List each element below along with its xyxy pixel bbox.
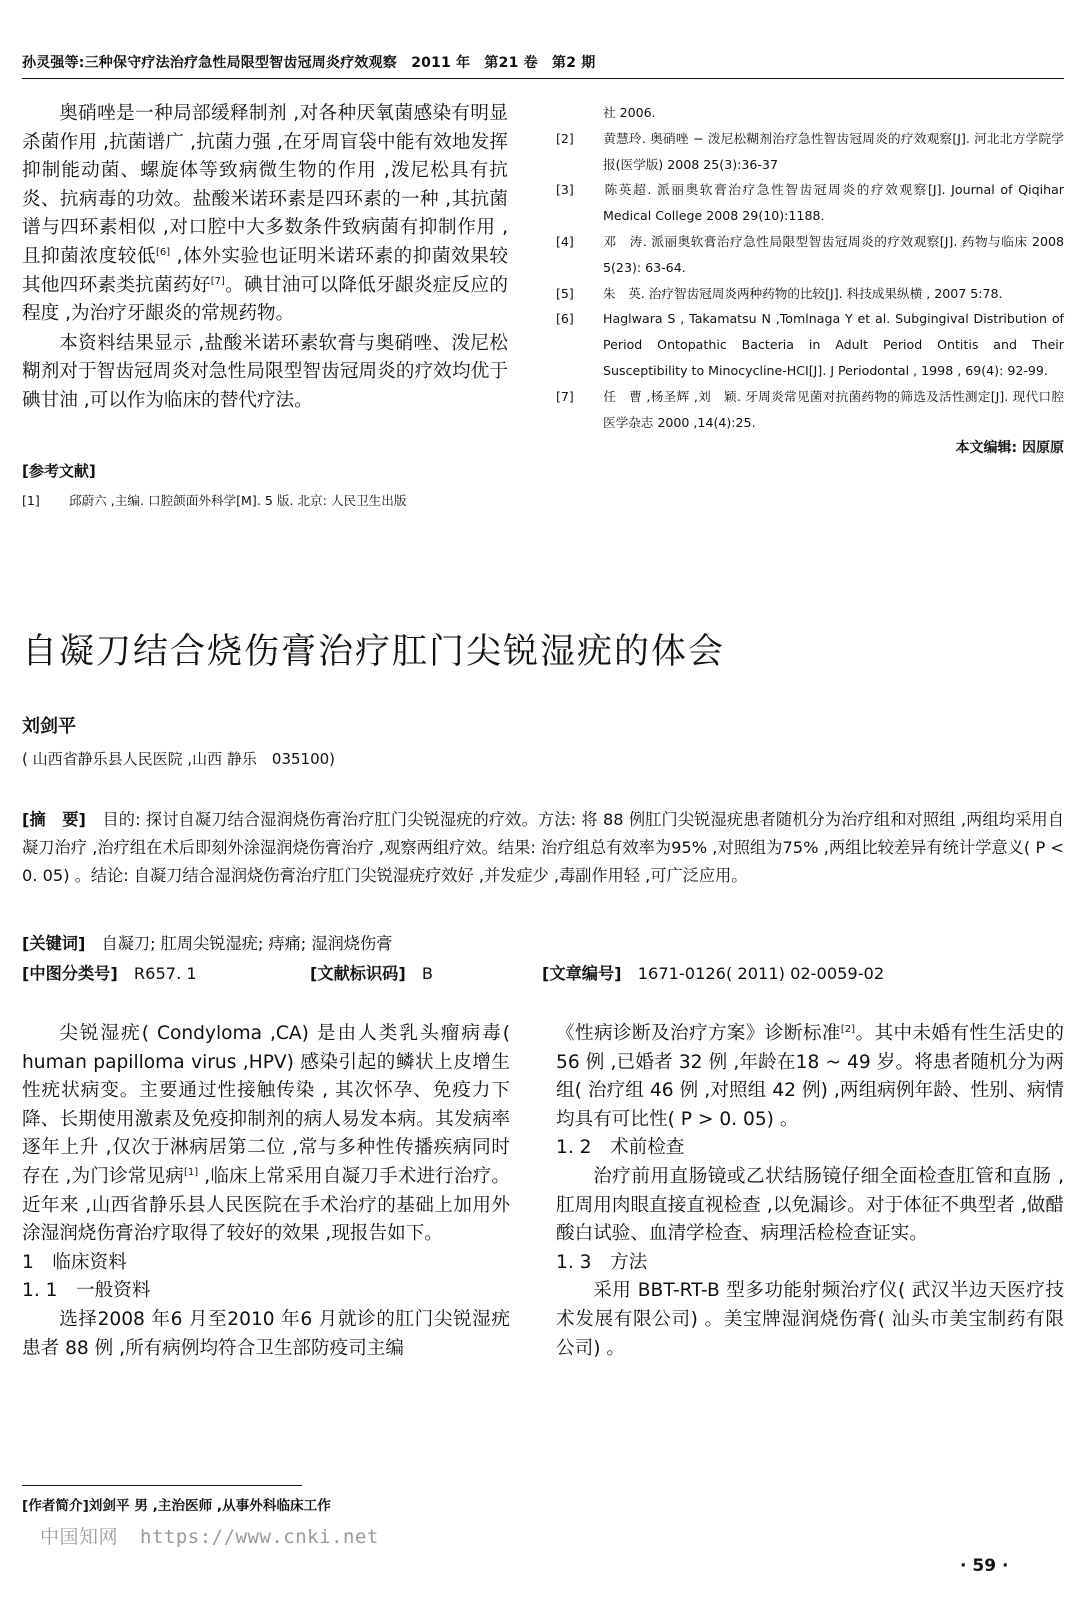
section-heading-1-1: 1. 1 一般资料 [22,1280,151,1302]
article-number [542,960,884,984]
prev-paragraph-1-part-b: ,体外实验也证明米诺环素的抑菌效果较其他四环素类抗菌药好 [22,245,508,296]
reference-text: 陈英超. 派丽奥软膏治疗急性智齿冠周炎的疗效观察[J]. Journal of Qiqihar Medical College 2008 29(10):1188. [603,182,1064,224]
references-heading: [参考文献] [22,461,96,480]
reference-text: 任 曹 ,杨圣辉 ,刘 颖. 牙周炎常见菌对抗菌药物的筛选及活性测定[J]. 现代口腔医学杂志 2000 ,14(4):25. [603,388,1064,430]
preop-exam-paragraph: 治疗前用直肠镜或乙状结肠镜仔细全面检查肛管和直肠 ,肛周用肉眼直接直视检查 ,以免漏诊。对于体征不典型者 ,做醋酸白试验、血清学检查、病理活检检查证实。 [556,1165,1064,1245]
prev-paragraph-1-part-a: 奥硝唑是一种局部缓释制剂 ,对各种厌氧菌感染有明显杀菌作用 ,抗菌谱广 ,抗菌力强 ,在牙周盲袋中能有效地发挥抑制能动菌、螺旋体等致病微生物的作用 ,泼尼松具有抗炎、抗病毒的功效。盐酸米诺环素是四环素的一种 ,其抗菌谱与四环素相似 ,对口腔中大多数条件致病菌有抑制作用 ,且抑菌浓度较低 [22,103,508,267]
reference-item [22,488,508,514]
author-affiliation: ( 山西省静乐县人民医院 ,山西 静乐 035100) [22,750,336,768]
reference-text: 黄慧玲. 奥硝唑 − 泼尼松糊剂治疗急性智齿冠周炎的疗效观察[J]. 河北北方学院学报(医学版) 2008 25(3):36-37 [603,130,1064,172]
article-title: 自凝刀结合烧伤膏治疗肛门尖锐湿疣的体会 [22,632,726,672]
prev-article-right-column [556,100,1064,457]
article-number-label: [文章编号] [542,964,622,983]
reference-text: 邓 涛. 派丽奥软膏治疗急性局限型智齿冠周炎的疗效观察[J]. 药物与临床 2008 5(23): 63-64. [603,233,1064,275]
reference-number: [1] [22,492,40,508]
clc-number [22,960,197,984]
clc-label: [中图分类号] [22,964,118,983]
general-data-continuation [556,1020,1064,1134]
header-rule [22,78,1064,79]
citation-6[interactable]: [6] [156,246,171,258]
prev-article-left-column [22,100,508,513]
reference-number: [4] [556,233,574,249]
reference-text: Haglwara S , Takamatsu N ,Tomlnaga Y et al. Subgingival Distribution of Period Ontopathic Bacteria in Adult Period Ontitis and Their Susceptibility to Minocycline-HCI[J]. J Periodontal , 1998 , 69(4): 92-99. [603,311,1064,378]
prev-paragraph-1 [22,100,508,329]
citation-2[interactable]: [2] [840,1023,856,1035]
intro-paragraph [22,1020,510,1249]
document-code [310,960,433,984]
reference-number: [3] [556,182,574,198]
article-left-column [22,1020,510,1363]
article-right-column [556,1020,1064,1363]
reference-number: [2] [556,130,574,146]
reference-item [556,126,1064,178]
citation-1[interactable]: [1] [184,1166,199,1178]
keywords [22,930,392,954]
general-data-paragraph: 选择2008 年6 月至2010 年6 月就诊的肛门尖锐湿疣患者 88 例 ,所有病例均符合卫生部防疫司主编 [22,1308,510,1359]
citation-7[interactable]: [7] [210,275,225,287]
reference-item [556,229,1064,281]
reference-item [556,177,1064,229]
watermark-site: 中国知网 [40,1526,119,1548]
document-code-value: B [421,964,434,983]
reference-item [556,384,1064,436]
reference-text: 邱蔚六 ,主编. 口腔颌面外科学[M]. 5 版. 北京: 人民卫生出版 [69,492,407,508]
running-header: 孙灵强等:三种保守疗法治疗急性局限型智齿冠周炎疗效观察 2011 年 第21 卷 第2 期 [22,55,596,71]
methods-paragraph: 采用 BBT-RT-B 型多功能射频治疗仪( 武汉半边天医疗技术发展有限公司) 。美宝牌湿润烧伤膏( 汕头市美宝制药有限公司) 。 [556,1280,1064,1359]
prev-paragraph-2: 本资料结果显示 ,盐酸米诺环素软膏与奥硝唑、泼尼松糊剂对于智齿冠周炎对急性局限型智齿冠周炎的疗效均优于碘甘油 ,可以作为临床的替代疗法。 [22,332,508,411]
reference-item [556,281,1064,307]
reference-number: [6] [556,311,574,327]
intro-part-b: ,临床上常采用自凝刀手术进行治疗。近年来 ,山西省静乐县人民医院在手术治疗的基础上加用外涂湿润烧伤膏治疗取得了较好的效果 ,现报告如下。 [22,1165,510,1245]
section-heading-1: 1 临床资料 [22,1251,127,1273]
page-number: · 59 · [960,1556,1009,1576]
abstract [22,806,1064,890]
author-footnote: [作者简介]刘剑平 男 ,主治医师 ,从事外科临床工作 [22,1498,331,1514]
reference-item [556,306,1064,383]
section-heading-1-3: 1. 3 方法 [556,1251,648,1273]
article-number-value: 1671-0126( 2011) 02-0059-02 [637,964,885,983]
abstract-text: 目的: 探讨自凝刀结合湿润烧伤膏治疗肛门尖锐湿疣的疗效。方法: 将 88 例肛门尖锐湿疣患者随机分为治疗组和对照组 ,两组均采用自凝刀治疗 ,治疗组在术后即刻外涂湿润烧伤膏治疗 ,观察两组疗效。结果: 治疗组总有效率为95% ,对照组为75% ,两组比较差异有统计学意义( P < 0. 05) 。结论: 自凝刀结合湿润烧伤膏治疗肛门尖锐湿疣疗效好 ,并发症少 ,毒副作用轻 ,可广泛应用。 [22,810,1065,885]
author-name: 刘剑平 [22,716,76,737]
intro-part-a: 尖锐湿疣( Condyloma ,CA) 是由人类乳头瘤病毒( human papilloma virus ,HPV) 感染引起的鳞状上皮增生性疣状病变。主要通过性接触传染 , 其次怀孕、免疫力下降、长期使用激素及免疫抑制剂的病人易发本病。其发病率逐年上升 ,仅次于淋病居第二位 ,常与多种性传播疾病同时存在 ,为门诊常见病 [22,1023,510,1187]
editor-credit: 本文编辑: 因原原 [955,440,1064,457]
document-code-label: [文献标识码] [310,964,406,983]
prev-paragraph-1-part-c: 。碘甘油可以降低牙龈炎症反应的程度 ,为治疗牙龈炎的常规药物。 [22,274,508,325]
footnote-rule [22,1485,302,1486]
reference-number: [5] [556,285,574,301]
clc-value: R657. 1 [133,964,197,983]
watermark-url[interactable]: https://www.cnki.net [140,1526,379,1548]
section-heading-1-2: 1. 2 术前检查 [556,1137,685,1159]
reference-continuation: 社 2006. [603,105,656,120]
reference-number: [7] [556,388,574,404]
abstract-label: [摘 要] [22,810,86,829]
continuation-part-b: 。其中未婚有性生活史的 56 例 ,已婚者 32 例 ,年龄在18 ~ 49 岁。将患者随机分为两组( 治疗组 46 例 ,对照组 42 例) ,两组病例年龄、性别、病情均具有可比性( P > 0. 05) 。 [556,1023,1064,1130]
keywords-label: [关键词] [22,934,86,953]
cnki-watermark [40,1522,379,1549]
reference-text: 朱 英. 治疗智齿冠周炎两种药物的比较[J]. 科技成果纵横 , 2007 5:78. [603,285,1003,301]
keywords-text: 自凝刀; 肛周尖锐湿疣; 痔痛; 湿润烧伤膏 [101,934,393,953]
continuation-part-a: 《性病诊断及治疗方案》诊断标准 [556,1023,841,1044]
